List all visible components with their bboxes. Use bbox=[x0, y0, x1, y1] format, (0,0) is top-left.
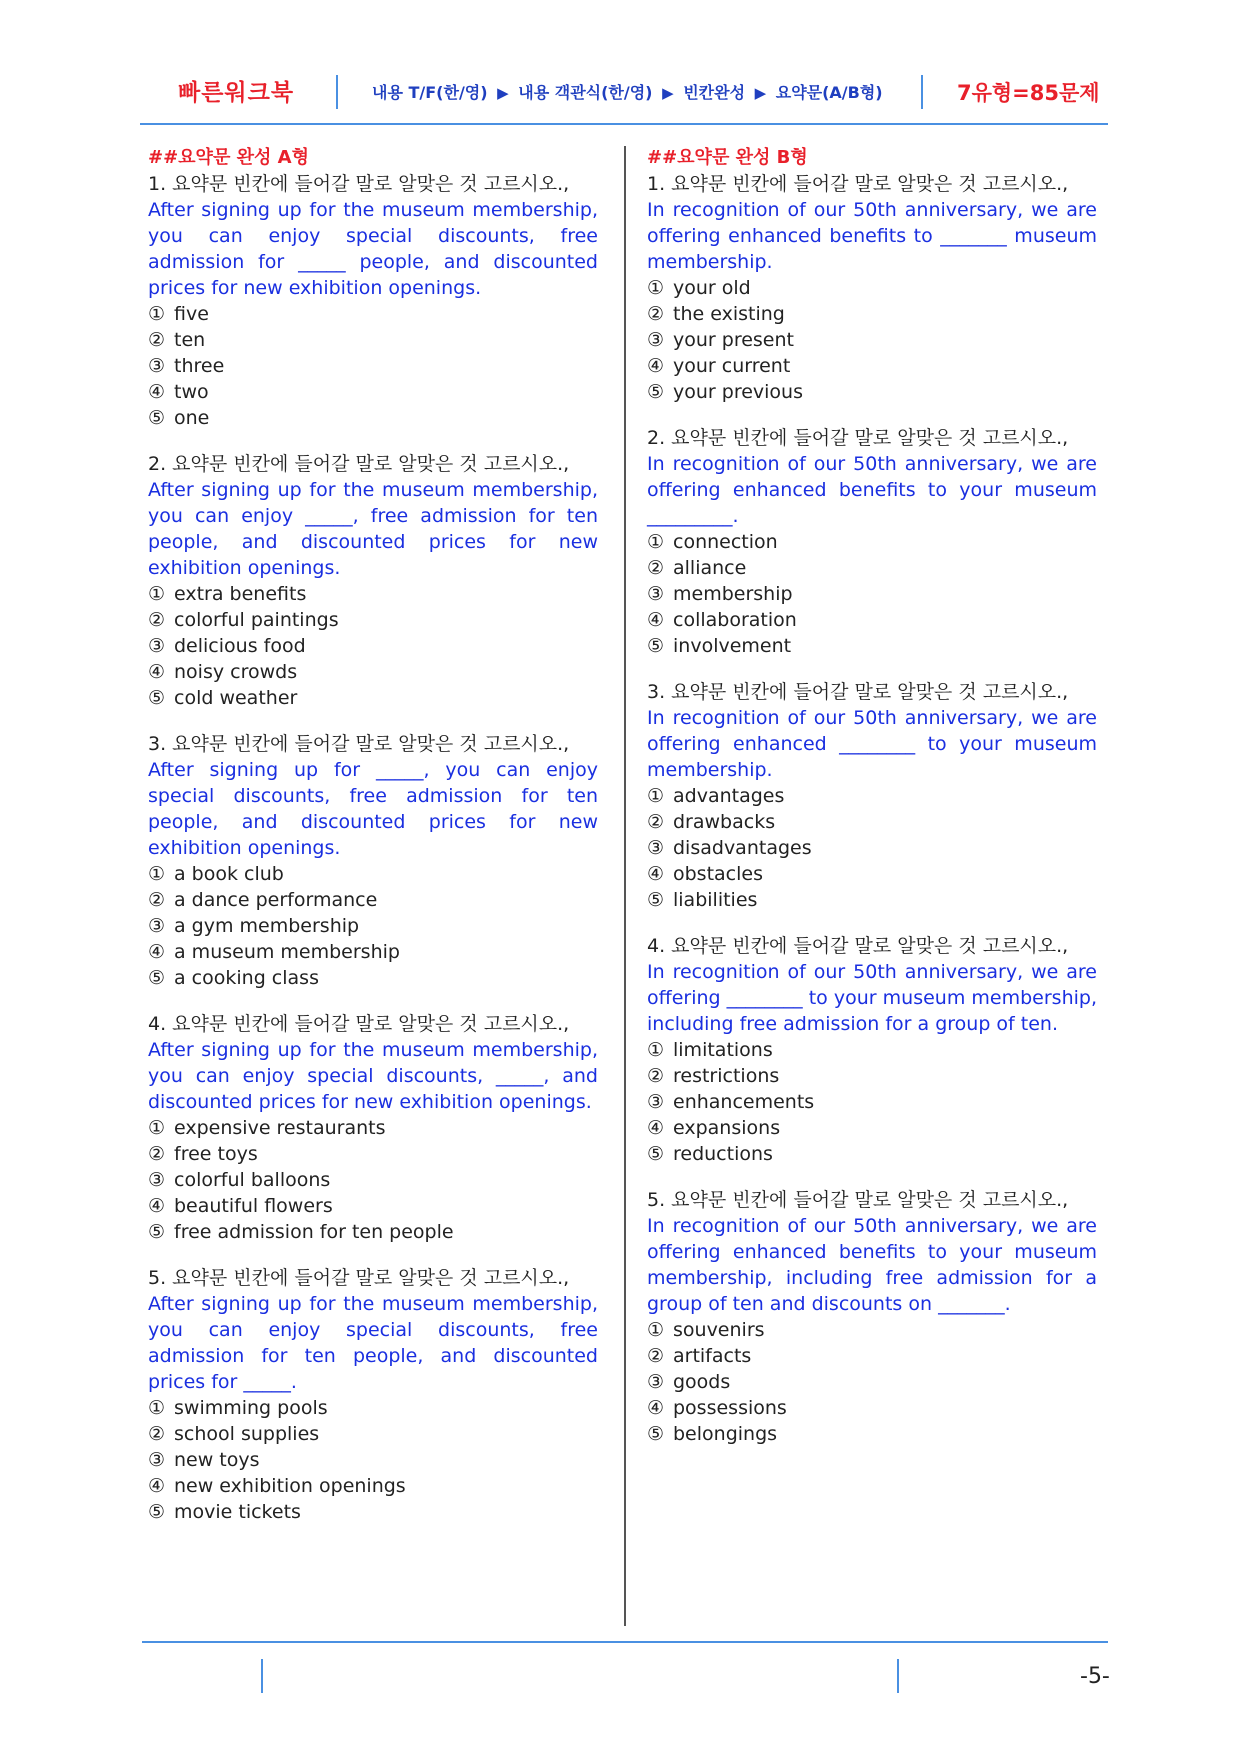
answer-option[interactable] bbox=[647, 275, 1097, 301]
option-label: one bbox=[174, 407, 210, 429]
option-label: disadvantages bbox=[673, 837, 812, 859]
question-prompt: 4. 요약문 빈칸에 들어갈 말로 알맞은 것 고르시오., bbox=[148, 1013, 570, 1035]
option-label: new toys bbox=[174, 1449, 260, 1471]
option-marker: ④ bbox=[647, 1397, 665, 1419]
option-label: your present bbox=[673, 329, 794, 351]
option-marker: ④ bbox=[148, 1475, 166, 1497]
question-prompt: 2. 요약문 빈칸에 들어갈 말로 알맞은 것 고르시오., bbox=[148, 453, 570, 475]
arrow-right-icon: ▶ bbox=[662, 84, 674, 102]
answer-option[interactable] bbox=[647, 835, 1097, 861]
option-marker: ⑤ bbox=[647, 1423, 665, 1445]
option-label: involvement bbox=[673, 635, 792, 657]
answer-option[interactable] bbox=[647, 327, 1097, 353]
option-label: a book club bbox=[174, 863, 284, 885]
option-marker: ② bbox=[148, 889, 166, 911]
answer-option[interactable] bbox=[148, 1473, 598, 1499]
nav-item-tf: 내용 T/F(한/영) bbox=[372, 83, 488, 102]
option-label: souvenirs bbox=[673, 1319, 765, 1341]
option-marker: ① bbox=[148, 1397, 166, 1419]
answer-option[interactable] bbox=[647, 1343, 1097, 1369]
option-label: free toys bbox=[174, 1143, 258, 1165]
option-marker: ② bbox=[647, 811, 665, 833]
summary-sentence: In recognition of our 50th anniversary, we are offering enhanced benefits to your museum membership, including free admission for a group of ten and discounts on _______. bbox=[647, 1215, 1097, 1315]
answer-option[interactable] bbox=[647, 1369, 1097, 1395]
option-label: possessions bbox=[673, 1397, 787, 1419]
answer-option[interactable] bbox=[647, 555, 1097, 581]
answer-option[interactable] bbox=[148, 1167, 598, 1193]
answer-option[interactable] bbox=[647, 1395, 1097, 1421]
option-label: two bbox=[174, 381, 209, 403]
option-label: free admission for ten people bbox=[174, 1221, 454, 1243]
summary-sentence: After signing up for the museum membership, you can enjoy special discounts, free admission for _____ people, and discounted prices for new exhibition openings. bbox=[148, 199, 598, 299]
option-label: collaboration bbox=[673, 609, 797, 631]
option-marker: ② bbox=[647, 1065, 665, 1087]
option-marker: ④ bbox=[148, 381, 166, 403]
answer-option[interactable] bbox=[647, 529, 1097, 555]
answer-option[interactable] bbox=[647, 379, 1097, 405]
column-divider bbox=[624, 146, 626, 1626]
header-rule bbox=[140, 123, 1108, 125]
answer-option[interactable] bbox=[148, 1421, 598, 1447]
section-title-b: ##요약문 완성 B형 bbox=[647, 147, 808, 168]
page-header bbox=[0, 0, 1240, 130]
option-marker: ① bbox=[647, 531, 665, 553]
option-marker: ③ bbox=[148, 1169, 166, 1191]
answer-option[interactable] bbox=[148, 1395, 598, 1421]
answer-option[interactable] bbox=[647, 301, 1097, 327]
option-marker: ① bbox=[647, 785, 665, 807]
option-marker: ⑤ bbox=[148, 407, 166, 429]
option-marker: ④ bbox=[148, 941, 166, 963]
option-marker: ② bbox=[647, 303, 665, 325]
summary-sentence: After signing up for _____, you can enjoy special discounts, free admission for ten people, and discounted prices for new exhibition openings. bbox=[148, 759, 598, 859]
answer-option[interactable] bbox=[148, 633, 598, 659]
question-item bbox=[647, 171, 1097, 405]
answer-option[interactable] bbox=[148, 379, 598, 405]
answer-option[interactable] bbox=[647, 353, 1097, 379]
question-list-a bbox=[148, 171, 598, 1525]
answer-option[interactable] bbox=[647, 607, 1097, 633]
option-label: beautiful flowers bbox=[174, 1195, 333, 1217]
option-label: a cooking class bbox=[174, 967, 319, 989]
summary-sentence: In recognition of our 50th anniversary, we are offering enhanced benefits to _______ museum membership. bbox=[647, 199, 1097, 273]
summary-sentence: In recognition of our 50th anniversary, we are offering enhanced ________ to your museum membership. bbox=[647, 707, 1097, 781]
question-count: 7유형=85문제 bbox=[957, 81, 1100, 105]
question-prompt: 3. 요약문 빈칸에 들어갈 말로 알맞은 것 고르시오., bbox=[148, 733, 570, 755]
option-marker: ⑤ bbox=[148, 1501, 166, 1523]
option-label: school supplies bbox=[174, 1423, 320, 1445]
answer-option[interactable] bbox=[647, 1063, 1097, 1089]
header-divider-right bbox=[921, 75, 923, 109]
footer-rule bbox=[142, 1641, 1108, 1643]
question-prompt: 2. 요약문 빈칸에 들어갈 말로 알맞은 것 고르시오., bbox=[647, 427, 1069, 449]
answer-option[interactable] bbox=[647, 1141, 1097, 1167]
option-marker: ③ bbox=[647, 329, 665, 351]
option-label: advantages bbox=[673, 785, 785, 807]
answer-option[interactable] bbox=[148, 1193, 598, 1219]
question-item bbox=[647, 425, 1097, 659]
answer-option[interactable] bbox=[148, 659, 598, 685]
option-label: expensive restaurants bbox=[174, 1117, 386, 1139]
option-label: alliance bbox=[673, 557, 747, 579]
option-label: obstacles bbox=[673, 863, 763, 885]
option-label: new exhibition openings bbox=[174, 1475, 406, 1497]
answer-option[interactable] bbox=[148, 1141, 598, 1167]
section-title-a: ##요약문 완성 A형 bbox=[148, 147, 309, 168]
column-b bbox=[647, 145, 1097, 1467]
question-prompt: 1. 요약문 빈칸에 들어갈 말로 알맞은 것 고르시오., bbox=[647, 173, 1069, 195]
option-label: goods bbox=[673, 1371, 731, 1393]
option-marker: ⑤ bbox=[647, 635, 665, 657]
answer-option[interactable] bbox=[148, 301, 598, 327]
answer-option[interactable] bbox=[148, 965, 598, 991]
option-label: your current bbox=[673, 355, 791, 377]
option-marker: ① bbox=[148, 1117, 166, 1139]
column-a bbox=[148, 145, 598, 1545]
option-label: membership bbox=[673, 583, 793, 605]
answer-option[interactable] bbox=[148, 861, 598, 887]
header-divider-left bbox=[336, 75, 338, 109]
answer-option[interactable] bbox=[647, 1421, 1097, 1447]
option-marker: ① bbox=[647, 1319, 665, 1341]
answer-option[interactable] bbox=[647, 581, 1097, 607]
option-label: artifacts bbox=[673, 1345, 752, 1367]
option-label: liabilities bbox=[673, 889, 758, 911]
answer-option[interactable] bbox=[148, 913, 598, 939]
option-marker: ④ bbox=[647, 863, 665, 885]
option-marker: ⑤ bbox=[148, 687, 166, 709]
option-label: drawbacks bbox=[673, 811, 776, 833]
option-marker: ⑤ bbox=[647, 889, 665, 911]
summary-sentence: In recognition of our 50th anniversary, we are offering enhanced benefits to your museum _________. bbox=[647, 453, 1097, 527]
option-marker: ② bbox=[148, 329, 166, 351]
option-label: enhancements bbox=[673, 1091, 815, 1113]
question-list-b bbox=[647, 171, 1097, 1447]
summary-sentence: After signing up for the museum membership, you can enjoy special discounts, free admission for ten people, and discounted prices for _____. bbox=[148, 1293, 598, 1393]
question-item bbox=[148, 451, 598, 711]
option-label: the existing bbox=[673, 303, 785, 325]
option-marker: ③ bbox=[647, 1091, 665, 1113]
option-marker: ③ bbox=[148, 1449, 166, 1471]
option-label: a dance performance bbox=[174, 889, 378, 911]
option-marker: ⑤ bbox=[647, 381, 665, 403]
question-prompt: 5. 요약문 빈칸에 들어갈 말로 알맞은 것 고르시오., bbox=[148, 1267, 570, 1289]
option-marker: ④ bbox=[148, 1195, 166, 1217]
option-label: ten bbox=[174, 329, 206, 351]
question-prompt: 5. 요약문 빈칸에 들어갈 말로 알맞은 것 고르시오., bbox=[647, 1189, 1069, 1211]
option-marker: ③ bbox=[647, 1371, 665, 1393]
question-item bbox=[647, 679, 1097, 913]
option-marker: ④ bbox=[647, 355, 665, 377]
option-label: five bbox=[174, 303, 209, 325]
option-marker: ② bbox=[148, 1143, 166, 1165]
brand-title: 빠른워크북 bbox=[178, 80, 295, 106]
option-marker: ② bbox=[647, 1345, 665, 1367]
option-marker: ③ bbox=[647, 583, 665, 605]
answer-option[interactable] bbox=[647, 1089, 1097, 1115]
option-label: swimming pools bbox=[174, 1397, 328, 1419]
option-label: connection bbox=[673, 531, 778, 553]
answer-option[interactable] bbox=[148, 607, 598, 633]
option-label: expansions bbox=[673, 1117, 781, 1139]
answer-option[interactable] bbox=[647, 1115, 1097, 1141]
arrow-right-icon: ▶ bbox=[497, 84, 509, 102]
option-label: belongings bbox=[673, 1423, 778, 1445]
option-marker: ① bbox=[647, 277, 665, 299]
footer-divider-left bbox=[261, 1659, 263, 1693]
question-item bbox=[148, 1011, 598, 1245]
question-prompt: 1. 요약문 빈칸에 들어갈 말로 알맞은 것 고르시오., bbox=[148, 173, 570, 195]
option-label: a gym membership bbox=[174, 915, 360, 937]
question-prompt: 3. 요약문 빈칸에 들어갈 말로 알맞은 것 고르시오., bbox=[647, 681, 1069, 703]
option-marker: ② bbox=[148, 1423, 166, 1445]
option-label: a museum membership bbox=[174, 941, 400, 963]
option-label: delicious food bbox=[174, 635, 306, 657]
option-marker: ③ bbox=[647, 837, 665, 859]
option-label: restrictions bbox=[673, 1065, 780, 1087]
summary-sentence: After signing up for the museum membership, you can enjoy _____, free admission for ten people, and discounted prices for new exhibition openings. bbox=[148, 479, 598, 579]
option-label: your old bbox=[673, 277, 751, 299]
question-item bbox=[148, 1265, 598, 1525]
footer-divider-right bbox=[897, 1659, 899, 1693]
option-label: movie tickets bbox=[174, 1501, 301, 1523]
arrow-right-icon: ▶ bbox=[754, 84, 767, 102]
nav-item-multiple-choice: 내용 객관식(한/영) bbox=[518, 83, 653, 102]
question-item bbox=[148, 171, 598, 431]
answer-option[interactable] bbox=[148, 685, 598, 711]
question-prompt: 4. 요약문 빈칸에 들어갈 말로 알맞은 것 고르시오., bbox=[647, 935, 1069, 957]
option-marker: ③ bbox=[148, 355, 166, 377]
answer-option[interactable] bbox=[647, 783, 1097, 809]
answer-option[interactable] bbox=[148, 1219, 598, 1245]
option-marker: ① bbox=[647, 1039, 665, 1061]
question-item bbox=[647, 933, 1097, 1167]
option-marker: ② bbox=[647, 557, 665, 579]
answer-option[interactable] bbox=[148, 1499, 598, 1525]
answer-option[interactable] bbox=[647, 887, 1097, 913]
answer-option[interactable] bbox=[647, 809, 1097, 835]
option-marker: ④ bbox=[647, 609, 665, 631]
option-label: colorful balloons bbox=[174, 1169, 331, 1191]
nav-item-fill-blank: 빈칸완성 bbox=[683, 83, 746, 102]
answer-option[interactable] bbox=[148, 353, 598, 379]
answer-option[interactable] bbox=[148, 581, 598, 607]
page-number: -5- bbox=[1080, 1664, 1110, 1689]
option-label: reductions bbox=[673, 1143, 773, 1165]
option-label: limitations bbox=[673, 1039, 773, 1061]
option-marker: ④ bbox=[647, 1117, 665, 1139]
option-label: three bbox=[174, 355, 225, 377]
nav-item-summary: 요약문(A/B형) bbox=[775, 83, 883, 102]
option-label: your previous bbox=[673, 381, 803, 403]
question-item bbox=[647, 1187, 1097, 1447]
option-label: colorful paintings bbox=[174, 609, 339, 631]
summary-sentence: In recognition of our 50th anniversary, we are offering ________ to your museum membership, including free admission for a group of ten. bbox=[647, 961, 1097, 1035]
answer-option[interactable] bbox=[647, 1037, 1097, 1063]
option-marker: ② bbox=[148, 609, 166, 631]
summary-sentence: After signing up for the museum membership, you can enjoy special discounts, _____, and discounted prices for new exhibition openings. bbox=[148, 1039, 598, 1113]
option-marker: ① bbox=[148, 583, 166, 605]
answer-option[interactable] bbox=[148, 405, 598, 431]
answer-option[interactable] bbox=[148, 327, 598, 353]
header-nav bbox=[372, 80, 883, 103]
answer-option[interactable] bbox=[148, 1115, 598, 1141]
option-label: noisy crowds bbox=[174, 661, 298, 683]
answer-option[interactable] bbox=[148, 939, 598, 965]
question-item bbox=[148, 731, 598, 991]
answer-option[interactable] bbox=[647, 1317, 1097, 1343]
option-marker: ③ bbox=[148, 635, 166, 657]
answer-option[interactable] bbox=[148, 1447, 598, 1473]
option-label: cold weather bbox=[174, 687, 298, 709]
option-label: extra benefits bbox=[174, 583, 307, 605]
option-marker: ⑤ bbox=[647, 1143, 665, 1165]
option-marker: ④ bbox=[148, 661, 166, 683]
option-marker: ① bbox=[148, 863, 166, 885]
option-marker: ⑤ bbox=[148, 1221, 166, 1243]
answer-option[interactable] bbox=[647, 861, 1097, 887]
option-marker: ① bbox=[148, 303, 166, 325]
option-marker: ⑤ bbox=[148, 967, 166, 989]
answer-option[interactable] bbox=[647, 633, 1097, 659]
option-marker: ③ bbox=[148, 915, 166, 937]
answer-option[interactable] bbox=[148, 887, 598, 913]
